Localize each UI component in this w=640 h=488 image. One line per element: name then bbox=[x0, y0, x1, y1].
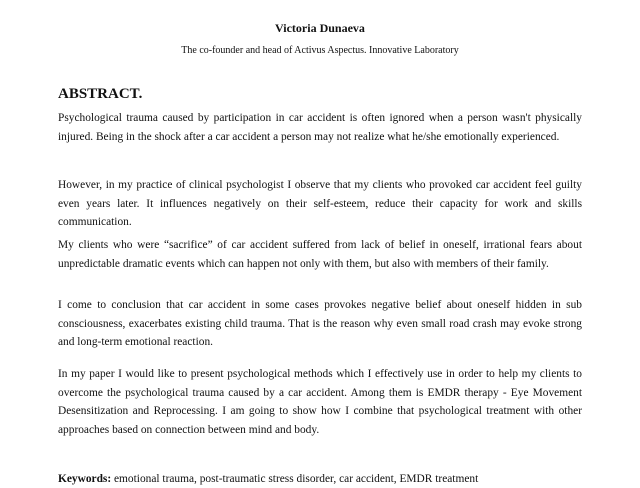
abstract-paragraph-5: In my paper I would like to present psychological methods which I effectively use in order to help my clients to overcome the psychological trauma caused by a car accident. Among them is EMDR therapy - Eye Movement Desensitization and Reprocessing. I am going to show how I combine that psychological treatment with other approaches based on connection between mind and body. bbox=[58, 368, 582, 436]
author-name: Victoria Dunaeva bbox=[275, 21, 365, 35]
keywords-line bbox=[58, 470, 582, 488]
abstract-heading: ABSTRACT. bbox=[58, 86, 143, 102]
abstract-paragraph-3: My clients who were “sacrifice” of car accident suffered from lack of belief in oneself, irrational fears about unpredictable dramatic events which can happen not only with them, but also with members of their family. bbox=[58, 239, 582, 270]
abstract-paragraph-2: However, in my practice of clinical psychologist I observe that my clients who provoked car accident feel guilty even years later. It influences negatively on their self-esteem, reduce their capacity for work and skills communication. bbox=[58, 179, 582, 228]
author-affiliation: The co-founder and head of Activus Aspectus. Innovative Laboratory bbox=[181, 45, 459, 56]
abstract-paragraph-1: Psychological trauma caused by participation in car accident is often ignored when a person wasn't physically injured. Being in the shock after a car accident a person may not realize what he/she emotionally experienced. bbox=[58, 112, 582, 143]
abstract-paragraph-4: I come to conclusion that car accident in some cases provokes negative belief about oneself hidden in sub consciousness, exacerbates existing child trauma. That is the reason why even small road crash may evoke strong and long-term emotional reaction. bbox=[58, 299, 582, 348]
keywords-text: emotional trauma, post-traumatic stress disorder, car accident, EMDR treatment bbox=[111, 473, 479, 485]
keywords-label: Keywords: bbox=[58, 473, 112, 485]
